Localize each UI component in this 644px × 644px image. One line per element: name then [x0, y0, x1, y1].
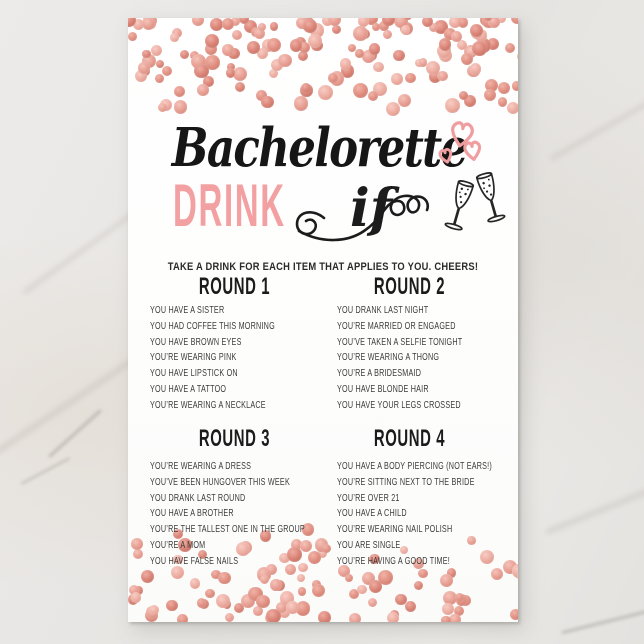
confetti-dot	[158, 103, 167, 112]
confetti-dot	[197, 84, 209, 96]
list-item: YOU’VE BEEN HUNGOVER THIS WEEK	[150, 476, 290, 488]
confetti-dot	[270, 22, 278, 30]
marble-vein	[21, 457, 71, 485]
game-card	[128, 18, 518, 622]
confetti-dot	[298, 587, 306, 595]
confetti-dot	[328, 73, 337, 82]
confetti-dot	[470, 63, 481, 74]
list-item: YOU’RE WEARING PINK	[150, 352, 237, 364]
confetti-dot	[290, 39, 303, 52]
list-item: YOU HAVE A TATTOO	[150, 383, 227, 395]
confetti-dot	[369, 580, 382, 593]
list-item: YOU’RE HAVING A GOOD TIME!	[337, 555, 450, 567]
confetti-dot	[357, 585, 367, 595]
list-item: YOU’RE WEARING A THONG	[337, 352, 440, 364]
list-item: YOU ARE SINGLE	[337, 539, 401, 551]
round-4-list	[337, 459, 518, 570]
confetti-dot	[190, 578, 201, 589]
confetti-dot	[470, 24, 483, 37]
marble-vein	[48, 409, 102, 458]
list-item: YOU’RE A MOM	[150, 539, 206, 551]
confetti-dot	[398, 94, 411, 107]
confetti-dot	[266, 609, 281, 622]
confetti-dot	[498, 82, 510, 94]
confetti-dot	[151, 45, 162, 56]
confetti-dot	[484, 89, 496, 101]
champagne-glasses-icon	[433, 162, 517, 244]
confetti-dot	[449, 614, 460, 622]
confetti-dot	[414, 581, 423, 590]
confetti-dot	[278, 54, 292, 68]
list-item: YOU HAVE YOUR LEGS CROSSED	[337, 399, 461, 411]
confetti-dot	[170, 33, 179, 42]
confetti-dot	[512, 81, 518, 90]
confetti-dot	[353, 26, 368, 41]
list-item: YOU DRANK LAST ROUND	[150, 492, 246, 504]
confetti-dot	[455, 593, 464, 602]
confetti-dot	[418, 569, 428, 579]
marble-vein	[549, 83, 644, 161]
confetti-dot	[256, 595, 270, 609]
list-item: YOU’RE OVER 21	[337, 492, 400, 504]
confetti-dot	[353, 83, 368, 98]
list-item: YOU’RE A BRIDESMAID	[337, 368, 422, 380]
confetti-dot	[133, 549, 143, 559]
confetti-dot	[166, 600, 178, 612]
confetti-dot	[419, 58, 427, 66]
confetti-dot	[383, 30, 392, 39]
page-title: Bachelorette	[171, 117, 467, 179]
confetti-dot	[174, 86, 185, 97]
confetti-dot	[439, 38, 452, 51]
list-item: YOU DRANK LAST NIGHT	[337, 305, 429, 316]
drink-word: DRINK	[173, 172, 286, 239]
list-item: YOU HAVE LIPSTICK ON	[150, 368, 238, 380]
marble-vein	[545, 470, 644, 535]
confetti-dot	[328, 18, 341, 26]
confetti-dot	[270, 579, 281, 590]
round-1-header: ROUND 1	[198, 273, 271, 300]
confetti-dot	[162, 66, 172, 76]
confetti-dot	[218, 572, 231, 585]
confetti-dot	[155, 74, 164, 83]
confetti-dot	[391, 73, 403, 85]
confetti-dot	[393, 50, 404, 61]
list-item: YOU’VE TAKEN A SELFIE TONIGHT	[337, 336, 463, 348]
confetti-dot	[297, 574, 305, 582]
if-word: if	[350, 178, 393, 239]
confetti-dot	[192, 18, 204, 26]
confetti-dot	[138, 62, 150, 74]
confetti-dot	[405, 73, 415, 83]
confetti-dot	[131, 538, 143, 550]
confetti-dot	[405, 601, 416, 612]
confetti-dot	[235, 82, 245, 92]
confetti-dot	[128, 32, 137, 41]
round-3-header: ROUND 3	[198, 425, 271, 452]
confetti-dot	[511, 18, 518, 24]
list-item: YOU HAVE A BROTHER	[150, 508, 234, 520]
confetti-dot	[131, 592, 141, 602]
confetti-dot	[441, 616, 451, 622]
list-item: YOU HAVE A SISTER	[150, 305, 225, 316]
list-item: YOU HAVE FALSE NAILS	[150, 555, 239, 567]
confetti-dot	[308, 34, 322, 48]
confetti-dot	[247, 41, 259, 53]
confetti-dot	[141, 570, 154, 583]
list-item: YOU HAD COFFEE THIS MORNING	[150, 320, 275, 332]
confetti-dot	[517, 52, 518, 62]
confetti-dot	[261, 96, 274, 109]
confetti-dot	[286, 601, 299, 614]
confetti-dot	[372, 23, 381, 32]
list-item: YOU’RE SITTING NEXT TO THE BRIDE	[337, 476, 475, 488]
confetti-dot	[194, 64, 209, 79]
list-item: YOU’RE MARRIED OR ENGAGED	[337, 320, 456, 332]
confetti-dot	[216, 594, 230, 608]
confetti-dot	[225, 613, 234, 622]
confetti-dot	[368, 598, 378, 608]
confetti-dot	[294, 96, 309, 111]
confetti-dot	[318, 85, 333, 100]
swirl-flourish-icon	[288, 168, 438, 243]
round-1-list	[150, 303, 323, 414]
confetti-dot	[369, 43, 381, 55]
confetti-dot	[258, 23, 266, 31]
confetti-dot	[177, 614, 188, 622]
confetti-dot	[260, 575, 269, 584]
confetti-dot	[345, 574, 353, 582]
confetti-dot	[349, 613, 361, 622]
list-item: YOU HAVE A BODY PIERCING (NOT EARS!)	[337, 461, 493, 472]
confetti-dot	[442, 603, 454, 615]
confetti-dot	[142, 18, 155, 30]
round-2-header: ROUND 2	[373, 273, 446, 300]
confetti-dot	[472, 41, 487, 56]
confetti-dot	[445, 98, 460, 113]
confetti-dot	[222, 18, 235, 30]
confetti-dot	[267, 38, 281, 52]
confetti-dot	[197, 598, 207, 608]
confetti-dot	[205, 34, 219, 48]
list-item: YOU HAVE BROWN EYES	[150, 336, 242, 348]
confetti-dot	[205, 589, 214, 598]
round-3-list	[150, 459, 365, 570]
confetti-dot	[451, 31, 462, 42]
confetti-dot	[312, 584, 325, 597]
confetti-dot	[232, 30, 242, 40]
list-item: YOU HAVE BLONDE HAIR	[337, 383, 429, 395]
round-2-list	[337, 303, 511, 414]
confetti-dot	[437, 71, 448, 82]
confetti-dot	[180, 50, 189, 59]
tagline: TAKE A DRINK FOR EACH ITEM THAT APPLIES TO YOU. CHEERS!	[167, 261, 479, 273]
list-item: YOU’RE THE TALLEST ONE IN THE GROUP	[150, 524, 305, 536]
list-item: YOU HAVE A CHILD	[337, 508, 407, 520]
marble-vein	[0, 350, 146, 455]
confetti-dot	[510, 609, 518, 620]
confetti-dot	[491, 568, 503, 580]
list-item: YOU’RE WEARING NAIL POLISH	[337, 524, 453, 536]
confetti-dot	[318, 611, 331, 622]
confetti-dot	[440, 574, 453, 587]
confetti-dot	[174, 100, 188, 114]
round-4-header: ROUND 4	[373, 425, 446, 452]
confetti-dot	[210, 18, 223, 31]
confetti-dot	[505, 43, 515, 53]
confetti-dot	[401, 25, 411, 35]
confetti-dot	[387, 612, 399, 622]
confetti-dot	[355, 49, 363, 57]
confetti-dot	[373, 62, 383, 72]
confetti-dot	[458, 18, 468, 28]
marble-vein	[22, 209, 138, 295]
confetti-dot	[498, 97, 507, 106]
confetti-dot	[298, 51, 308, 61]
confetti-dot	[332, 25, 341, 34]
confetti-dot	[507, 102, 518, 114]
confetti-dot	[461, 53, 473, 65]
confetti-dot	[222, 44, 233, 55]
marble-vein	[561, 605, 644, 635]
confetti-dot	[386, 102, 400, 116]
list-item: YOU’RE WEARING A DRESS	[150, 461, 252, 472]
confetti-dot	[368, 91, 378, 101]
list-item: YOU’RE WEARING A NECKLACE	[150, 399, 266, 411]
